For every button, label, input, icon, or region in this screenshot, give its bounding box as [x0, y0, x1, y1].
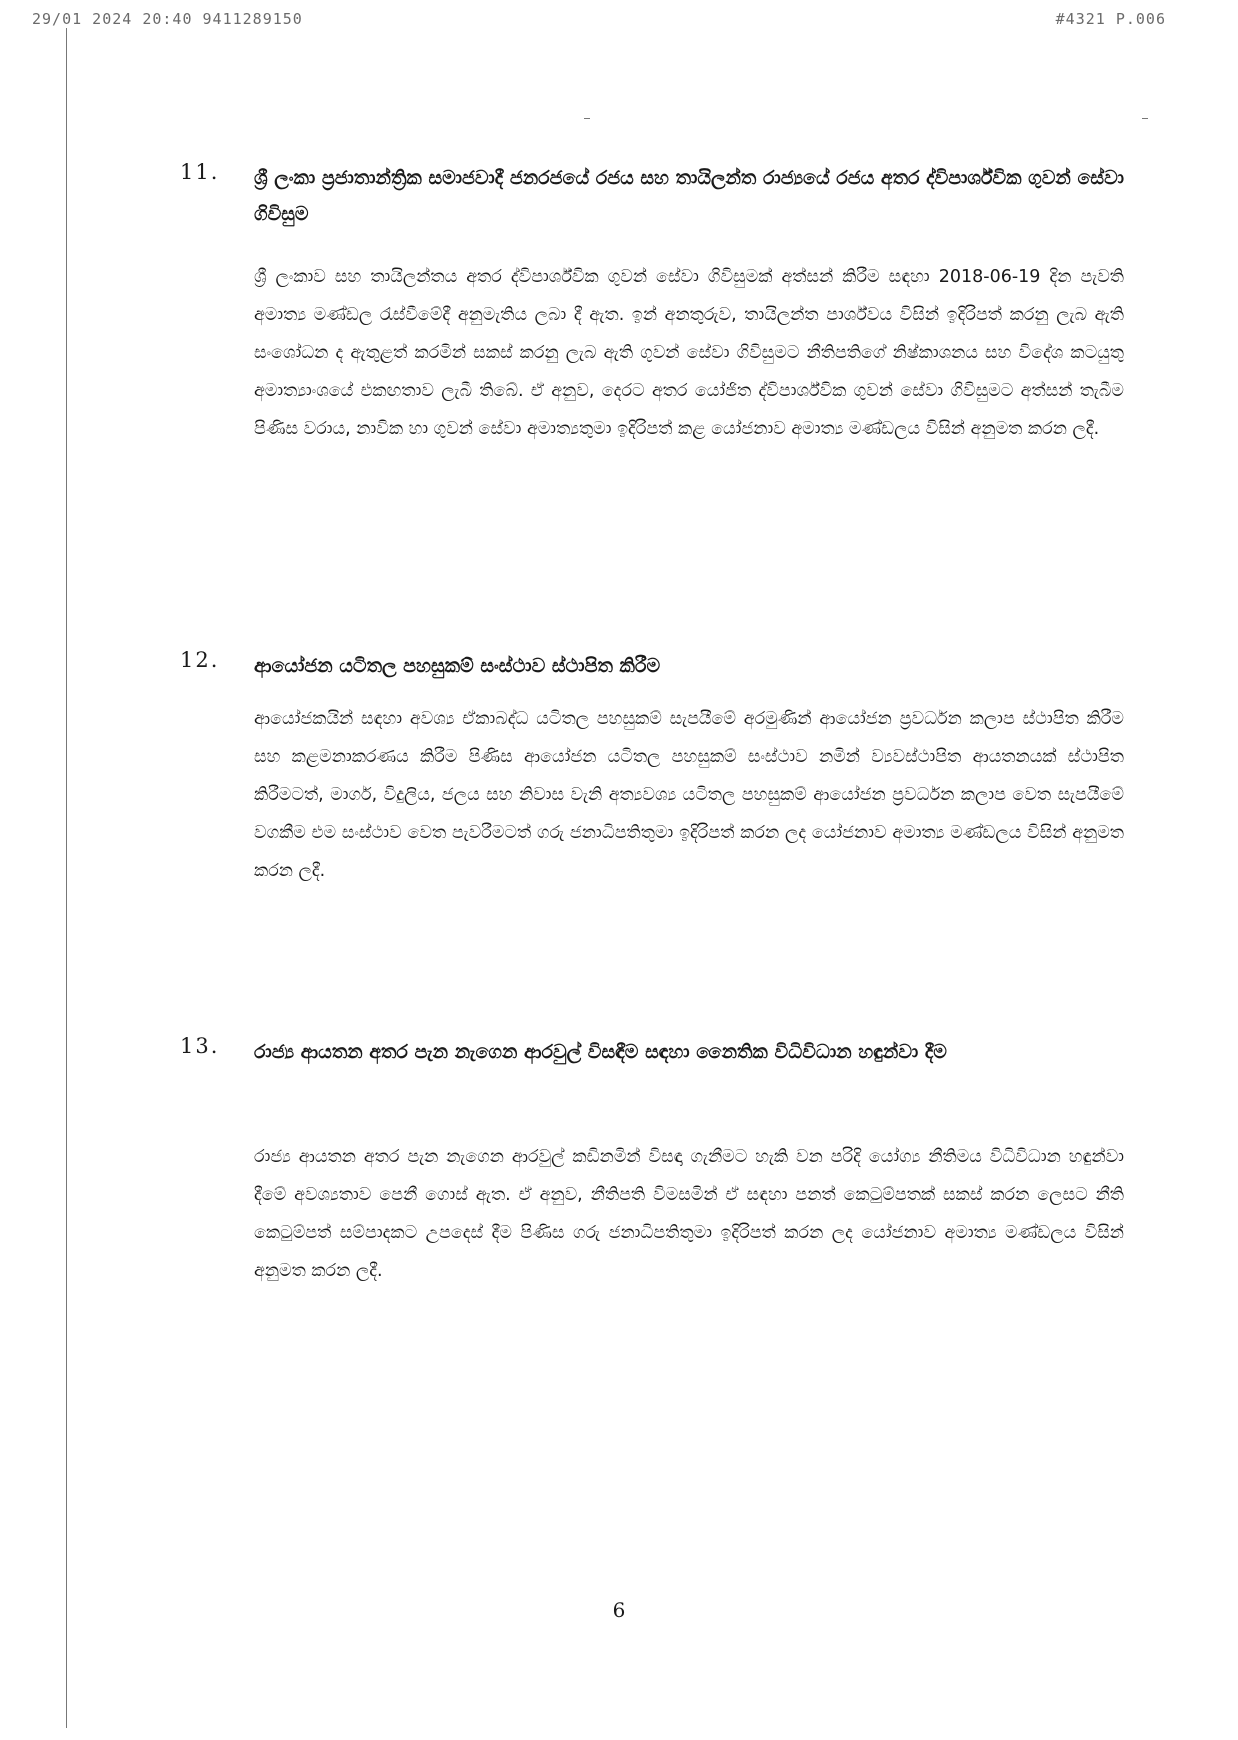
fax-page-ref: #4321 P.006	[1055, 10, 1166, 28]
section-number: 11.	[180, 160, 220, 184]
section-body: රාජ්‍ය ආයතන අතර පැන නැගෙන ආරවුල් කඩිනමින් විසඳා ගැනීමට හැකි වන පරිදි යෝග්‍ය නීතිමය විධිවිධාන හඳුන්වා දීමේ අවශ්‍යතාව පෙනී ගොස් ඇත. ඒ අනුව, නීතිපති විමසමින් ඒ සඳහා පනත් කෙටුම්පතක් සකස් කරන ලෙසට නීති කෙටුම්පත් සම්පාදකට උපදෙස් දීම පිණිස ගරු ජනාධිපතිතුමා ඉදිරිපත් කරන ලද යෝජනාව අමාත්‍ය මණ්ඩලය විසින් අනුමත කරන ලදී.	[254, 1147, 1124, 1281]
scan-mark	[1142, 118, 1148, 119]
fax-header	[0, 10, 1238, 34]
section-title: රාජ්‍ය ආයතන අතර පැන නැගෙන ආරවුල් විසඳීම සඳහා නෛතික විධිවිධාන හඳුන්වා දීම	[254, 1041, 947, 1063]
scan-mark	[584, 118, 590, 119]
section-body: ශ්‍රී ලංකාව සහ තායිලන්තය අතර ද්විපාර්ශ්වික ගුවන් සේවා ගිවිසුමක් අත්සන් කිරීම සඳහා 2018-06-19 දින පැවති අමාත්‍ය මණ්ඩල රැස්වීමේදී අනුමැතිය ලබා දී ඇත. ඉන් අනතුරුව, තායිලන්ත පාර්ශ්වය විසින් ඉදිරිපත් කරනු ලැබ ඇති සංශෝධන ද ඇතුළත් කරමින් සකස් කරනු ලැබ ඇති ගුවන් සේවා ගිවිසුමට නීතිපතිගේ නිෂ්කාශනය සහ විදේශ කටයුතු අමාත්‍යාංශයේ එකඟතාව ලැබී තිබේ. ඒ අනුව, දෙරට අතර යෝජිත ද්විපාර්ශ්වික ගුවන් සේවා ගිවිසුමට අත්සන් තැබීම පිණිස වරාය, නාවික හා ගුවන් සේවා අමාත්‍යතුමා ඉදිරිපත් කළ යෝජනාව අමාත්‍ය මණ්ඩලය විසින් අනුමත කරන ලදී.	[254, 267, 1124, 439]
section-title: ශ්‍රී ලංකා ප්‍රජාතාන්ත්‍රික සමාජවාදී ජනරජයේ රජය සහ තායිලන්ත රාජ්‍යයේ රජය අතර ද්විපාර්ශ්වික ගුවන් සේවා ගිවිසුම	[254, 167, 1124, 225]
section-body: ආයෝජකයින් සඳහා අවශ්‍ය ඒකාබද්ධ යටිතල පහසුකම් සැපයීමේ අරමුණින් ආයෝජන ප්‍රවර්ධන කලාප ස්ථාපිත කිරීම සහ කළමනාකරණය කිරීම පිණිස ආයෝජන යටිතල පහසුකම් සංස්ථාව නමින් ව්‍යවස්ථාපිත ආයතනයක් ස්ථාපිත කිරීමටත්, මාර්ග, විදුලිය, ජලය සහ නිවාස වැනි අත්‍යවශ්‍ය යටිතල පහසුකම් ආයෝජන ප්‍රවර්ධන කලාප වෙත සැපයීමේ වගකීම එම සංස්ථාව වෙත පැවරීමටත් ගරු ජනාධිපතිතුමා ඉදිරිපත් කරන ලද යෝජනාව අමාත්‍ය මණ්ඩලය විසින් අනුමත කරන ලදී.	[254, 709, 1124, 881]
left-margin-line	[66, 28, 67, 1728]
section-title: ආයෝජන යටිතල පහසුකම් සංස්ථාව ස්ථාපිත කිරීම	[254, 655, 661, 677]
section-number: 12.	[180, 648, 220, 672]
section-number: 13.	[180, 1034, 220, 1058]
fax-datetime-number: 29/01 2024 20:40 9411289150	[32, 10, 303, 28]
page-number: 6	[612, 1598, 626, 1622]
